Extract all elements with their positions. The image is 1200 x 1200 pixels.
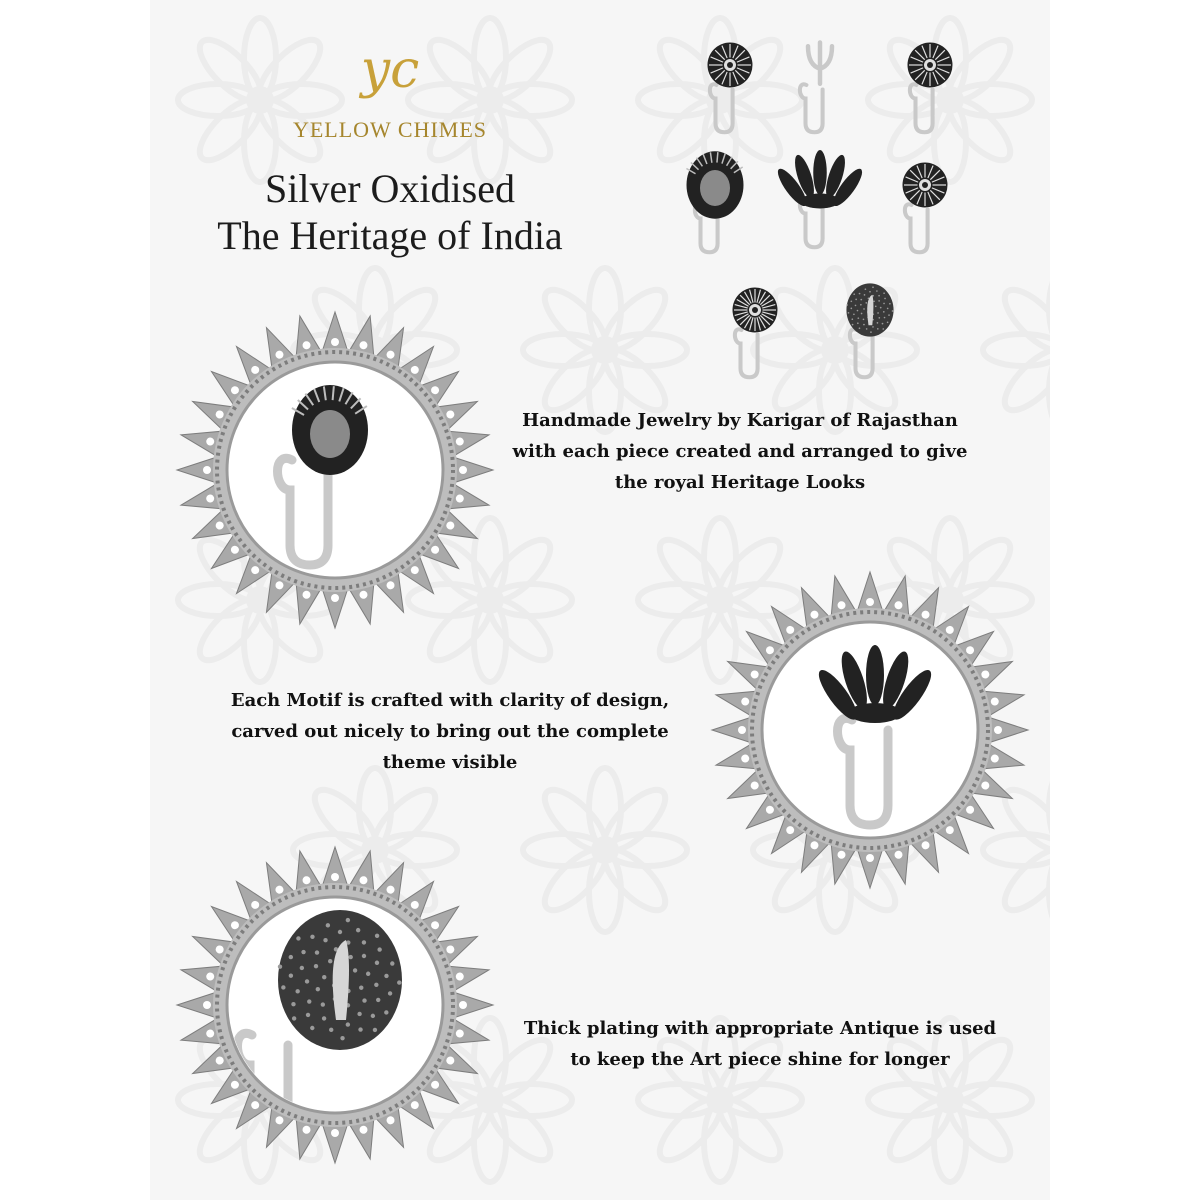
sunflower-icon-motif: [733, 288, 778, 333]
silver-hook: [910, 84, 933, 132]
sun-face-icon: [686, 151, 743, 252]
feature-caption-plating: [490, 1013, 1030, 1075]
sun-face-icon-motif: [686, 151, 743, 219]
caption-line: Each Motif is crafted with clarity of design,: [230, 690, 670, 711]
sunflower-icon: [733, 288, 778, 378]
chakra-icon-motif: [708, 43, 753, 88]
lotus-icon-motif: [774, 150, 867, 210]
flower-icon-motif: [903, 163, 948, 208]
chakra-icon: [708, 43, 753, 133]
peacock-motif: [278, 910, 402, 1050]
product-thumbnail-grid: [660, 20, 1000, 390]
lotus-nose-pin-medallion: [710, 570, 1030, 890]
headline-line-2: The Heritage of India: [217, 213, 563, 258]
damask-motif: [178, 18, 342, 182]
silver-hook: [735, 329, 758, 377]
peacock-icon-motif: [846, 283, 893, 336]
caption-line: carved out nicely to bring out the complete: [231, 721, 669, 742]
feature-caption-handmade: [490, 405, 990, 498]
peacock-nose-pin-medallion: [175, 845, 495, 1165]
silver-hook: [800, 84, 823, 132]
caption-line: Thick plating with appropriate Antique is used: [523, 1018, 997, 1039]
brand-logo-icon: yc: [360, 40, 420, 100]
caption-line: the royal Heritage Looks: [614, 472, 866, 493]
flower-icon: [903, 163, 948, 253]
silver-hook: [905, 204, 928, 252]
sun-face-nose-pin-medallion: [175, 310, 495, 630]
peacock-icon: [846, 283, 893, 377]
caption-line: to keep the Art piece shine for longer: [570, 1049, 950, 1070]
mandala-icon-motif: [908, 43, 953, 88]
brand-name: YELLOW CHIMES: [292, 117, 488, 142]
trishul-icon: [800, 43, 832, 133]
mandala-icon: [908, 43, 953, 133]
headline-line-1: Silver Oxidised: [265, 166, 515, 211]
caption-line: theme visible: [382, 752, 518, 773]
sun-face-motif: [292, 385, 368, 475]
lotus-icon: [774, 150, 867, 247]
damask-motif: [523, 768, 687, 932]
caption-line: with each piece created and arranged to give: [512, 441, 968, 462]
trishul-icon-motif: [808, 43, 832, 84]
feature-caption-motif: [200, 685, 700, 778]
silver-hook: [710, 84, 733, 132]
caption-line: Handmade Jewelry by Karigar of Rajasthan: [522, 410, 958, 431]
ornate-silver-frame: [712, 572, 1028, 888]
